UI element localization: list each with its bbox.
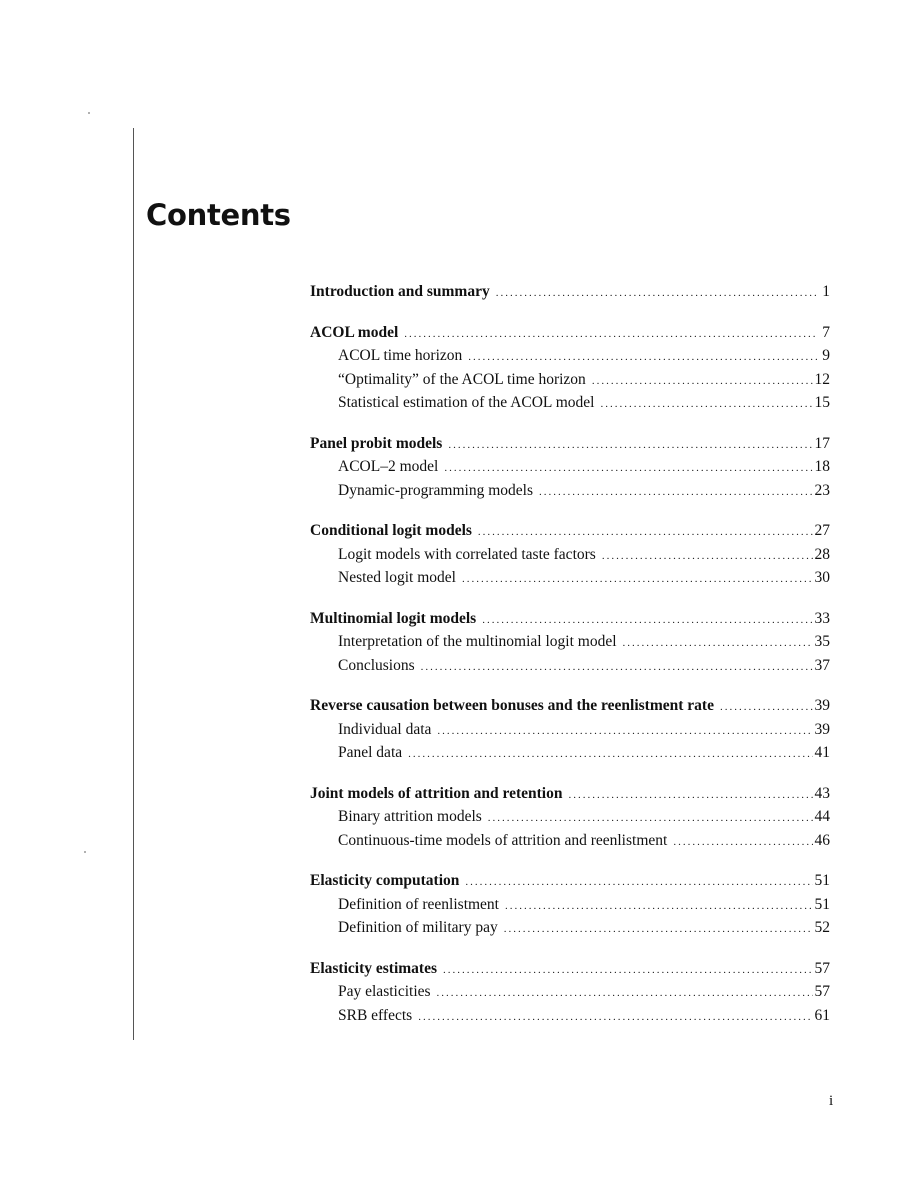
toc-subsection-entry-page-number: 28 [814,545,830,563]
toc-subsection-entry-label: SRB effects [338,1006,413,1024]
dot-leader [505,895,813,919]
dot-leader [408,743,812,767]
toc-chapter-entry [310,280,830,304]
dot-leader [673,831,812,855]
toc-chapter-entry [310,519,830,543]
toc-chapter-entry-label: Introduction and summary [310,283,490,300]
dot-leader [437,720,812,744]
dot-leader [539,481,813,505]
toc-subsection-entry [310,368,830,392]
toc-subsection-entry-label: ACOL time horizon [338,347,463,364]
dot-leader [437,982,813,1006]
toc-chapter-entry-page-number: 39 [814,697,830,714]
dot-leader [720,696,813,720]
toc-chapter-entry-label: Conditional logit models [310,522,472,539]
toc-subsection-entry-page-number: 30 [814,569,830,586]
toc-section [310,519,830,590]
toc-subsection-entry-page-number: 61 [814,1006,830,1024]
dot-leader [462,568,813,592]
toc-subsection-entry-page-number: 41 [814,744,830,761]
toc-chapter-entry-page-number: 57 [814,959,830,977]
dot-leader [623,632,813,656]
toc-subsection-entry-page-number: 46 [814,831,830,849]
toc-subsection-entry-page-number: 9 [822,347,830,364]
toc-section [310,694,830,765]
toc-subsection-entry-label: Binary attrition models [338,808,482,825]
toc-chapter-entry-page-number: 43 [814,784,830,802]
table-of-contents [310,280,830,1044]
toc-chapter-entry [310,321,830,345]
left-margin-rule [133,128,134,1040]
toc-subsection-entry-label: Continuous-time models of attrition and reenlistment [338,831,668,849]
toc-chapter-entry-label: Elasticity computation [310,872,460,889]
toc-chapter-entry-label: Multinomial logit models [310,609,477,627]
toc-chapter-entry-page-number: 17 [814,434,830,452]
toc-subsection-entry-label: Statistical estimation of the ACOL model [338,394,595,411]
dot-leader [404,323,818,347]
toc-subsection-entry-label: Conclusions [338,656,415,674]
toc-subsection-entry-page-number: 23 [814,481,830,499]
toc-subsection-entry-label: Interpretation of the multinomial logit model [338,633,617,650]
toc-subsection-entry-label: Individual data [338,720,432,738]
scan-speck [84,851,86,853]
toc-section [310,280,830,304]
toc-chapter-entry-page-number: 1 [822,283,830,300]
toc-subsection-entry-label: “Optimality” of the ACOL time horizon [338,370,586,388]
toc-section [310,607,830,678]
dot-leader [418,1006,812,1030]
toc-subsection-entry [310,455,830,479]
toc-subsection-entry-page-number: 44 [814,808,830,825]
toc-subsection-entry-page-number: 12 [814,370,830,388]
toc-chapter-entry-page-number: 33 [814,609,830,627]
page-title: Contents [146,198,291,232]
toc-subsection-entry-page-number: 35 [814,633,830,650]
toc-subsection-entry-label: Definition of military pay [338,919,498,936]
toc-chapter-entry-page-number: 51 [814,872,830,889]
dot-leader [592,370,813,394]
toc-subsection-entry [310,654,830,678]
dot-leader [465,871,812,895]
toc-chapter-entry-page-number: 7 [822,323,830,341]
toc-subsection-entry [310,980,830,1004]
toc-subsection-entry [310,630,830,654]
toc-chapter-entry-label: Reverse causation between bonuses and the reenlistment rate [310,697,714,714]
toc-subsection-entry-page-number: 15 [814,394,830,411]
toc-chapter-entry [310,607,830,631]
toc-subsection-entry-label: Definition of reenlistment [338,895,499,913]
dot-leader [444,457,812,481]
toc-chapter-entry [310,957,830,981]
toc-subsection-entry [310,1004,830,1028]
toc-subsection-entry-label: Panel data [338,744,403,761]
toc-subsection-entry-page-number: 18 [814,458,830,475]
toc-subsection-entry [310,805,830,829]
toc-subsection-entry-label: Dynamic-programming models [338,481,533,499]
toc-subsection-entry [310,741,830,765]
toc-subsection-entry-page-number: 57 [814,983,830,1000]
dot-leader [496,282,818,306]
toc-chapter-entry [310,869,830,893]
scan-speck [88,112,90,114]
dot-leader [468,346,818,370]
toc-chapter-entry [310,432,830,456]
toc-subsection-entry [310,344,830,368]
toc-chapter-entry [310,782,830,806]
toc-section [310,869,830,940]
page-folio: i [829,1093,834,1109]
toc-subsection-entry [310,893,830,917]
toc-chapter-entry-page-number: 27 [814,522,830,539]
toc-section [310,782,830,853]
toc-subsection-entry-page-number: 51 [814,895,830,913]
toc-subsection-entry-page-number: 37 [814,656,830,674]
toc-chapter-entry-label: Panel probit models [310,434,443,452]
toc-subsection-entry-page-number: 39 [814,720,830,738]
toc-subsection-entry-label: Nested logit model [338,569,456,586]
dot-leader [488,807,813,831]
dot-leader [602,545,813,569]
dot-leader [478,521,813,545]
dot-leader [482,609,812,633]
toc-subsection-entry-page-number: 52 [814,919,830,936]
toc-subsection-entry [310,916,830,940]
dot-leader [421,656,813,680]
toc-section [310,321,830,415]
toc-subsection-entry [310,566,830,590]
toc-section [310,957,830,1028]
toc-chapter-entry-label: ACOL model [310,323,399,341]
toc-subsection-entry-label: Pay elasticities [338,983,431,1000]
toc-subsection-entry [310,829,830,853]
toc-subsection-entry [310,479,830,503]
dot-leader [504,918,813,942]
toc-chapter-entry-label: Elasticity estimates [310,959,437,977]
dot-leader [600,393,812,417]
dot-leader [443,959,813,983]
toc-subsection-entry [310,718,830,742]
toc-section [310,432,830,503]
toc-subsection-entry-label: ACOL–2 model [338,458,439,475]
toc-subsection-entry-label: Logit models with correlated taste factors [338,545,596,563]
toc-chapter-entry [310,694,830,718]
toc-subsection-entry [310,543,830,567]
dot-leader [568,784,812,808]
dot-leader [448,434,812,458]
toc-chapter-entry-label: Joint models of attrition and retention [310,784,563,802]
toc-subsection-entry [310,391,830,415]
